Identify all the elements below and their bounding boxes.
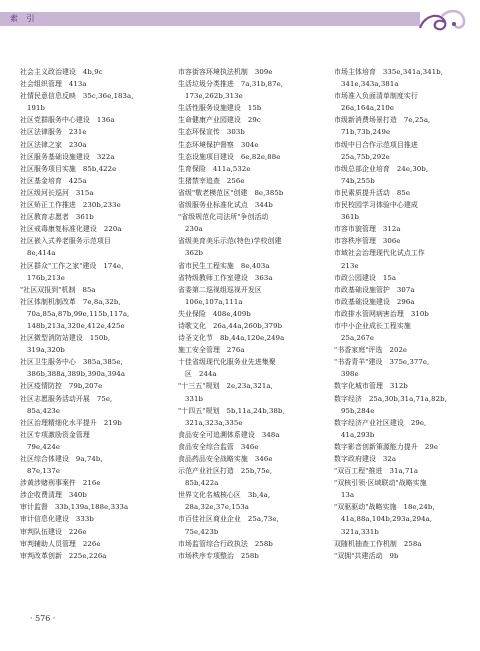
index-entry: 8e,414a — [20, 249, 56, 258]
index-entry: 审判改革创新 225e,226a — [20, 551, 107, 560]
index-entry: 社区嵌入式养老服务示范项目 — [20, 237, 111, 246]
index-entry: "十三五"规划 2e,23a,321a, — [178, 382, 273, 391]
index-entry: 341e,343a,381a — [334, 80, 399, 89]
index-entry: "社区双报到"机制 85a — [20, 285, 96, 294]
index-entry: 社区党群服务中心建设 136a — [20, 116, 115, 125]
index-entry: 市百佳社区商业企业 25a,73e, — [178, 515, 279, 524]
index-entry: 386b,388a,389b,390a,394a — [20, 370, 126, 379]
index-entry: 74b,255b — [334, 176, 375, 185]
index-entry: 148b,213a,320e,412e,425e — [20, 321, 125, 330]
index-entry: 审计信息化建设 333b — [20, 515, 94, 524]
index-entry: 市容市貌管理 312a — [334, 225, 401, 234]
index-entry: 173e,262b,313e — [178, 92, 243, 101]
index-entry: 数字经济产业社区建设 29e, — [334, 418, 427, 427]
index-entry: 审判辅助人员管理 226e — [20, 539, 101, 548]
index-entry: 市政排水管网病害治理 310b — [334, 309, 429, 318]
index-entry: 世界文化名城核心区 3b,4a, — [178, 491, 271, 500]
index-entry: 生育保险 411a,532e — [178, 164, 251, 173]
index-entry: 市场主体培育 335e,341a,341b, — [334, 68, 444, 76]
index-entry: 生活垃圾分类推进 7a,31b,87e, — [178, 80, 284, 89]
index-entry: 食品安全可追溯体系建设 348a — [178, 430, 280, 439]
index-entry: "双百工程"推进 31a,71a — [334, 467, 419, 476]
index-entry: 85b,422a — [178, 479, 219, 488]
index-entry: 省委第二巡视组巡视开发区 — [178, 285, 262, 294]
index-entry: 诗圣文化节 8b,44a,120e,249a — [178, 334, 285, 343]
index-entry: 双随机抽查工作机制 258a — [334, 539, 422, 548]
index-entry: 85a,423e — [20, 406, 61, 415]
index-entry: 省级"敬老模范区"创建 8e,385b — [178, 188, 284, 197]
index-entry: "书香青羊"建设 375e,377e, — [334, 358, 430, 367]
index-entry: 362b — [178, 249, 203, 258]
index-entry: 社区志愿服务活动开展 75e, — [20, 394, 113, 403]
index-entry: 社区专项激励资金管理 — [20, 430, 90, 439]
page-header — [0, 0, 480, 56]
index-entry: 生活性服务设施建设 15b — [178, 104, 262, 113]
index-entry: 社区法律服务 231e — [20, 128, 87, 137]
index-entry: 省级美育美乐示范(特色)学校创建 — [178, 237, 282, 246]
index-entry: 398e — [334, 370, 359, 379]
index-entry: 106e,107a,111a — [178, 297, 243, 306]
index-entry: 社会主义政治建设 4b,9c — [20, 68, 103, 76]
index-entry: 生猪禁宰追查 256e — [178, 176, 245, 185]
index-entry: 社情民意信息反映 35c,36e,183a, — [20, 92, 134, 101]
index-entry: 13a — [334, 491, 355, 500]
index-entry: 社区治理精细化水平提升 219b — [20, 418, 122, 427]
index-entry: 诗歌文化 26a,44a,260b,379b — [178, 321, 283, 330]
index-entry: 区 244a — [178, 370, 217, 379]
index-entry: 25a,267e — [334, 334, 375, 343]
index-entry: 79e,424e — [20, 442, 61, 451]
index-entry: 87e,137e — [20, 467, 61, 476]
index-entry: 社区教育志愿者 361b — [20, 213, 94, 222]
index-entry: 省级服务业标准化试点 344b — [178, 201, 273, 210]
index-entry: 321a,331b — [334, 527, 379, 536]
index-entry: 市容街容环境执法机制 309e — [178, 68, 273, 76]
index-entry: 社区群众"工作之家"建设 174e, — [20, 261, 124, 270]
index-entry: 社区疫情防控 79b,207e — [20, 382, 103, 391]
index-entry: 数字影音创新策源能力提升 29e — [334, 442, 439, 451]
swirl-ornament-icon — [412, 2, 472, 42]
index-entry: 市民校园学习体验中心建成 — [334, 201, 418, 210]
index-entry: 市域社会治理现代化试点工作 — [334, 249, 425, 258]
index-entry: 社会组织管理 413a — [20, 80, 87, 89]
index-entry: 审判队伍建设 226e — [20, 527, 87, 536]
index-entry: 示范产业社区打造 25b,75e, — [178, 467, 273, 476]
index-entry: 生态环境保护督察 304e — [178, 140, 259, 149]
index-entry: 41a,88a,104b,293a,294a, — [334, 515, 433, 524]
index-entry: 市场监管综合行政执法 258b — [178, 539, 273, 548]
index-entry: "双拥"共建活动 9b — [334, 551, 399, 560]
index-entry: 市场准入负面清单制度实行 — [334, 92, 418, 101]
index-entry: 社区体制机制改革 7e,8a,32b, — [20, 297, 121, 306]
index-entry: 市政公园建设 15a — [334, 273, 397, 282]
index-entry: 361b — [334, 213, 359, 222]
index-entry: 涉黄涉赌刑事案件 216e — [20, 479, 101, 488]
index-entry: 市政基础设施管护 307a — [334, 285, 415, 294]
index-entry: 社区戒毒康复标准化建设 220a — [20, 225, 122, 234]
index-entry: 数字经济 25a,30b,31a,71a,82b, — [334, 394, 447, 403]
index-column-2 — [178, 66, 318, 562]
index-entry: 市容秩序管理 306e — [334, 237, 401, 246]
index-entry: 涉企收费清理 340b — [20, 491, 87, 500]
index-entry: 施工安全管理 276a — [178, 346, 245, 355]
index-entry: 市场秩序专项整治 258b — [178, 551, 259, 560]
index-entry: 生命健康产业园建设 29c — [178, 116, 261, 125]
index-entry: 28a,32e,37e,153a — [178, 503, 249, 512]
index-entry: 26a,164a,210e — [334, 104, 395, 113]
index-entry: 审计监督 33b,139a,188e,333a — [20, 503, 129, 512]
index-entry: 社区基金培育 425a — [20, 176, 87, 185]
index-entry: 市级总部企业培育 24e,30b, — [334, 164, 429, 173]
index-entry: 省市民生工程实施 8e,403a — [178, 261, 270, 270]
index-entry: 失业保险 408e,409b — [178, 309, 251, 318]
index-entry: 社区综合体建设 9a,74b, — [20, 455, 103, 463]
index-entry: 十佳省级现代化服务业先进集聚 — [178, 358, 276, 367]
index-entry: 社区服务基础设施建设 322a — [20, 152, 115, 161]
header-bar — [0, 12, 420, 26]
index-entry: 176b,213e — [20, 273, 65, 282]
index-entry: 市政基础设施建设 296a — [334, 297, 415, 306]
index-entry: 319a,320b — [20, 346, 65, 355]
index-entry: 食品安全综合监管 346e — [178, 442, 259, 451]
index-entry: 社区级河长巡河 315a — [20, 188, 94, 197]
index-entry: 生态设施项目建设 6e,82e,88e — [178, 152, 281, 161]
index-entry: 数字化城市管理 312b — [334, 382, 408, 391]
index-entry: 75e,423b — [178, 527, 219, 536]
index-entry: 41a,293b — [334, 430, 375, 439]
index-entry: 市民素质提升活动 85e — [334, 188, 411, 197]
index-entry: 市级中日合作示范项目推进 — [334, 140, 418, 149]
index-entry: 71b,73b,249e — [334, 128, 391, 137]
page-number: · 576 · — [30, 614, 56, 623]
index-entry: "十四五"规划 5b,11a,24b,38b, — [178, 406, 285, 415]
index-entry: "双核引领·区域联动"战略实施 — [334, 479, 427, 488]
index-entry: 70a,85a,87b,99e,115b,117a, — [20, 309, 130, 318]
index-entry: 数字政府建设 32a — [334, 455, 397, 463]
index-entry: 213e — [334, 261, 359, 270]
index-entry: 95b,284e — [334, 406, 375, 415]
index-entry: "省级规范化司法所"争创活动 — [178, 213, 269, 222]
index-entry: 331b — [178, 394, 203, 403]
index-entry: 市中小企业成长工程实施 — [334, 321, 411, 330]
index-entry: 社区微型消防站建设 150b, — [20, 334, 111, 343]
index-entry: 191b — [20, 104, 45, 113]
index-entry: 市级新消费场景打造 7e,25a, — [334, 116, 431, 125]
index-column-3 — [334, 66, 474, 562]
index-entry: 321a,323a,335e — [178, 418, 243, 427]
index-entry: 社区法律之家 230a — [20, 140, 87, 149]
index-entry: 省特级教师工作室建设 363a — [178, 273, 273, 282]
index-entry: 食品药品安全战略实施 346e — [178, 455, 273, 463]
index-entry: 社区卫生服务中心 385a,385e, — [20, 358, 123, 367]
header-title: 索 引 — [10, 14, 38, 23]
index-entry: 社区矫正工作推进 230b,233e — [20, 201, 121, 210]
index-entry: "书香家庭"评选 202e — [334, 346, 408, 355]
index-column-1 — [20, 66, 160, 562]
index-entry: 生态环保宣传 303b — [178, 128, 245, 137]
index-entry: 社区服务项目实施 85b,422e — [20, 164, 117, 173]
index-entry: "双驱驱动"战略实施 18e,24b, — [334, 503, 435, 512]
index-entry: 230a — [178, 225, 203, 234]
index-entry: 25a,75b,292e — [334, 152, 390, 161]
